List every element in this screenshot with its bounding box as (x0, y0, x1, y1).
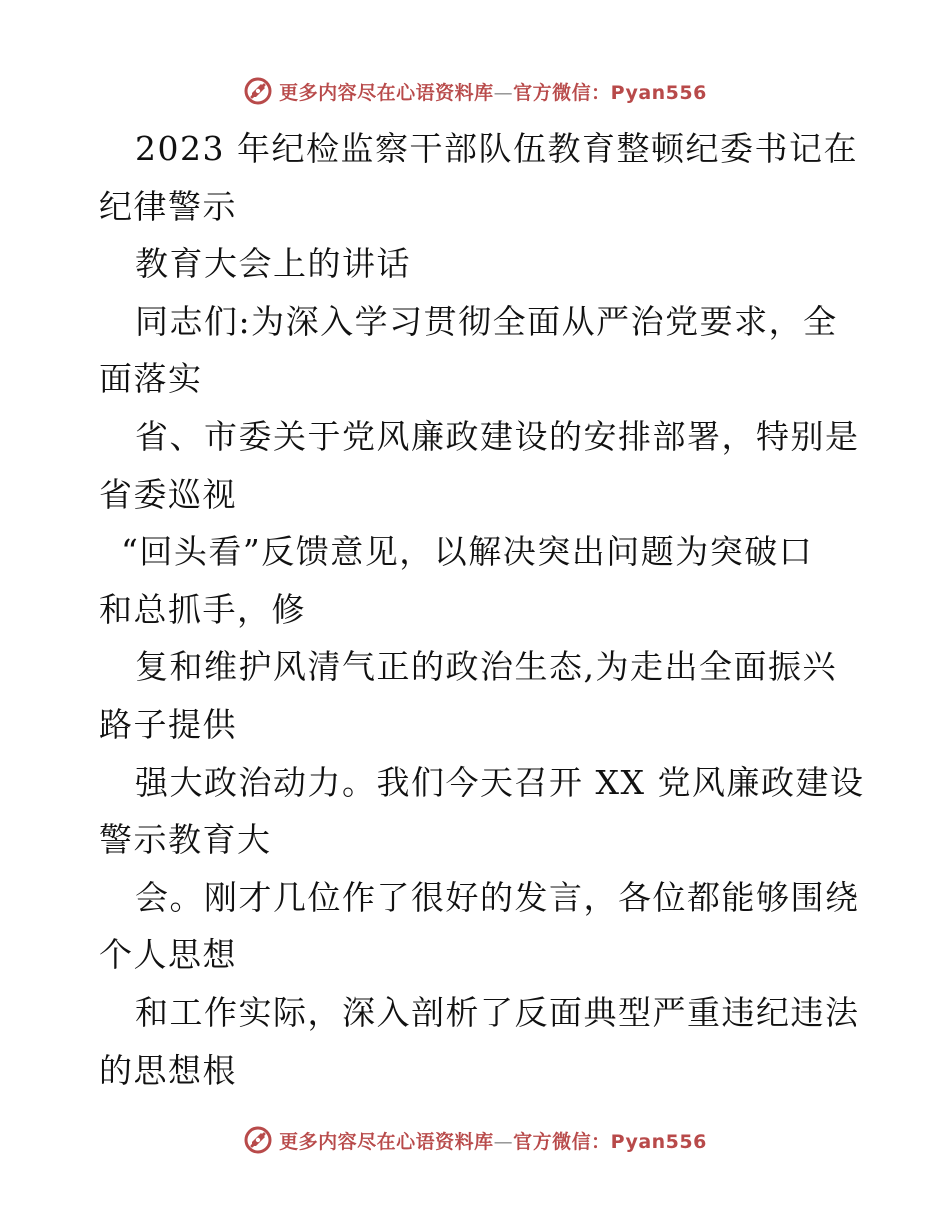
body-line: 和总抓手，修 (99, 589, 306, 629)
header-banner-main: 更多内容尽在心语资料库 (279, 81, 494, 104)
pen-logo-icon (243, 76, 273, 106)
header-banner-contact: 官方微信：Pyan556 (513, 81, 707, 104)
body-line: 和工作实际，深入剖析了反面典型严重违纪违法 (135, 992, 860, 1032)
body-line: 的思想根 (99, 1050, 237, 1090)
body-line: 复和维护风清气正的政治生态,为走出全面振兴 (135, 647, 837, 687)
header-banner (0, 71, 950, 111)
title-line-2: 纪律警示 (99, 186, 237, 226)
body-line: 会。刚才几位作了很好的发言，各位都能够围绕 (135, 877, 860, 917)
title-line-3: 教育大会上的讲话 (135, 244, 411, 284)
pen-logo-icon (243, 1125, 273, 1155)
footer-banner (0, 1120, 950, 1160)
header-banner-dash: — (493, 81, 514, 104)
title-line-1: 2023 年纪检监察干部队伍教育整顿纪委书记在 (135, 129, 858, 168)
body-line: 省、市委关于党风廉政建设的安排部署，特别是 (135, 416, 860, 456)
footer-banner-contact: 官方微信：Pyan556 (513, 1130, 707, 1153)
body-line: 同志们:为深入学习贯彻全面从严治党要求，全 (135, 301, 838, 341)
body-line: 强大政治动力。我们今天召开 XX 党风廉政建设 (135, 762, 865, 802)
body-line: 路子提供 (99, 704, 237, 744)
body-line: 警示教育大 (99, 820, 272, 860)
footer-banner-text (279, 1127, 707, 1154)
footer-banner-dash: — (493, 1130, 514, 1153)
document-body (99, 120, 865, 1099)
body-line: 个人思想 (99, 935, 237, 975)
body-line: “回头看”反馈意见，以解决突出问题为突破口 (121, 532, 814, 572)
body-line: 面落实 (99, 359, 203, 399)
body-line: 省委巡视 (99, 474, 237, 514)
header-banner-text (279, 78, 707, 105)
footer-banner-main: 更多内容尽在心语资料库 (279, 1130, 494, 1153)
